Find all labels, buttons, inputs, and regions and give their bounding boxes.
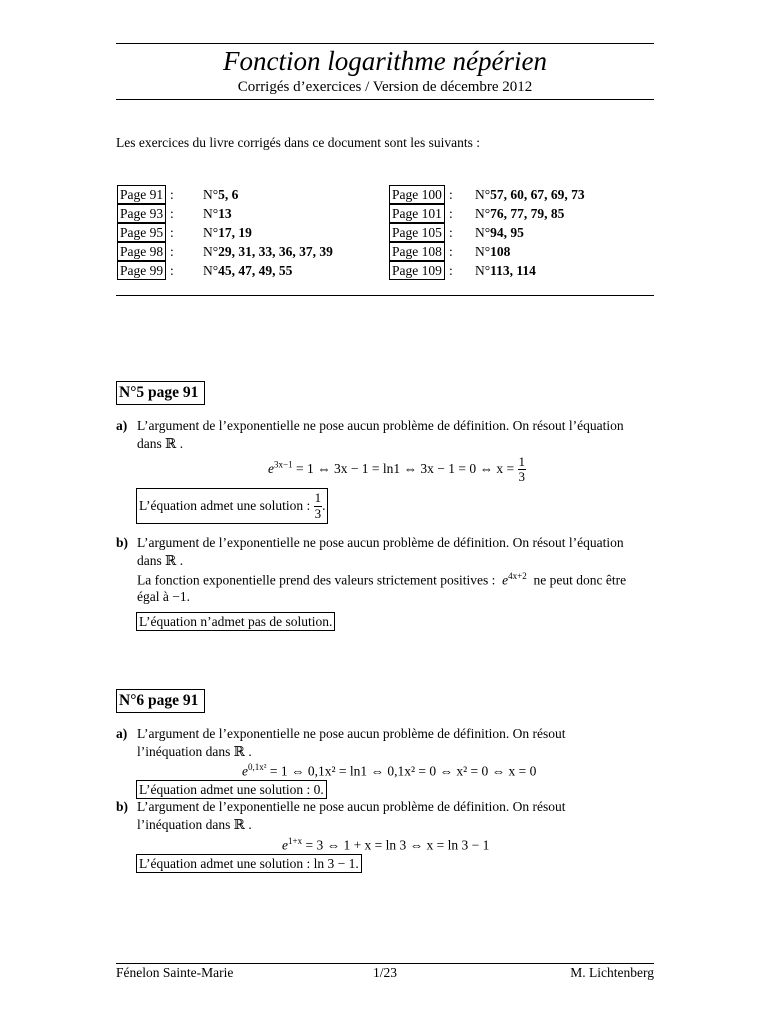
answer-text: L’équation admet une solution : ln 3 − 1.: [139, 856, 359, 871]
index-separator: :: [449, 263, 453, 278]
index-exercise-numbers: N°5, 6: [203, 187, 239, 202]
page-number: 1/23: [372, 965, 397, 980]
index-exercise-numbers: N°29, 31, 33, 36, 37, 39: [203, 244, 333, 259]
index-page-ref: Page 108: [389, 242, 445, 261]
index-separator: :: [170, 244, 174, 259]
equation-body: = 3 ⇔ 1 + x = ln 3 ⇔ x = ln 3 − 1: [305, 837, 490, 853]
index-separator: :: [170, 206, 174, 221]
index-page-ref: Page 95: [117, 223, 166, 242]
index-separator: :: [449, 187, 453, 202]
index-page-ref: Page 93: [117, 204, 166, 223]
index-exercise-numbers: N°13: [203, 206, 232, 221]
index-exercise-numbers: N°57, 60, 67, 69, 73: [475, 187, 585, 202]
index-page-ref: Page 99: [117, 261, 166, 280]
paragraph-line: L’argument de l’exponentielle ne pose aucun problème de définition. On résout l’équation: [137, 418, 624, 433]
answer-box: [136, 854, 362, 873]
paragraph-line: L’argument de l’exponentielle ne pose aucun problème de définition. On résout: [137, 726, 566, 741]
answer-fraction: [314, 491, 323, 521]
index-page-ref: Page 101: [389, 204, 445, 223]
fraction-denominator: 3: [518, 469, 526, 485]
answer-box: L’équation admet une solution : $\frac{1}{3}$ .: [136, 488, 328, 524]
answer-text: L’équation admet une solution : 0.: [139, 782, 324, 797]
index-exercise-numbers: N°76, 77, 79, 85: [475, 206, 565, 221]
equation-exponent: 0,1x²: [248, 762, 267, 772]
paragraph-line: L’argument de l’exponentielle ne pose aucun problème de définition. On résout: [137, 799, 566, 814]
equation: $e^{3x-1} = 1$ ⇔ 3x − 1 = ln1 ⇔ 3x − 1 = 0 ⇔ x = $\frac{1}{3}$: [268, 454, 526, 485]
exercise-6-heading: N°6 page 91: [116, 689, 205, 713]
index-exercise-numbers: N°94, 95: [475, 225, 524, 240]
document-subtitle: Corrigés d’exercices / Version de décembre 2012: [237, 79, 533, 95]
equation-exponent: 3x−1: [274, 459, 293, 470]
index-page-ref: Page 109: [389, 261, 445, 280]
equation-body: = 1 ⇔ 3x − 1 = ln1 ⇔ 3x − 1 = 0 ⇔ x =: [295, 460, 515, 476]
footer-right: M. Lichtenberg: [570, 965, 654, 980]
index-separator: :: [449, 244, 453, 259]
index-rule: [116, 295, 654, 296]
part-label: a): [116, 418, 128, 433]
equation: $e^{0,1x^2} = 1$ ⇔ 0,1x² = ln1 ⇔ 0,1x² = 0 ⇔ x² = 0 ⇔ x = 0: [242, 762, 537, 779]
part-label: b): [116, 799, 129, 814]
footer-left: Fénelon Sainte-Marie: [116, 965, 234, 980]
exercise-heading: [116, 689, 205, 713]
index-page-ref: Page 105: [389, 223, 445, 242]
index-separator: :: [449, 206, 453, 221]
paragraph-line: l’inéquation dans ℝ .: [137, 744, 252, 759]
header-rule: [116, 99, 654, 100]
index-page-ref: Page 100: [389, 185, 445, 204]
paragraph-text: ne peut donc être: [533, 572, 627, 588]
equation-exponent: 4x+2: [508, 571, 527, 581]
index-page-ref: Page 98: [117, 242, 166, 261]
equation-body: = 1 ⇔ 0,1x² = ln1 ⇔ 0,1x² = 0 ⇔ x² = 0 ⇔ x = 0: [269, 763, 537, 779]
exercise-heading: [116, 381, 205, 405]
footer-rule: [116, 963, 654, 964]
answer-text: L’équation n’admet pas de solution.: [139, 614, 333, 629]
index-page-ref: Page 91: [117, 185, 166, 204]
top-rule: [116, 43, 654, 44]
paragraph-line: égal à −1.: [137, 589, 190, 604]
intro-text: Les exercices du livre corrigés dans ce document sont les suivants :: [116, 135, 481, 150]
paragraph-line: dans ℝ .: [137, 436, 184, 451]
fraction-numerator: 1: [518, 454, 526, 469]
fraction-denominator: 3: [314, 505, 322, 521]
document-title: Fonction logarithme népérien: [223, 46, 547, 76]
exercise-5-heading: N°5 page 91: [116, 381, 205, 405]
fraction-numerator: 1: [314, 490, 322, 506]
index-separator: :: [170, 187, 174, 202]
paragraph-line: La fonction exponentielle prend des valeurs strictement positives : $e^{4x+2}$ ne peut donc être: [137, 571, 627, 588]
index-exercise-numbers: N°45, 47, 49, 55: [203, 263, 293, 278]
index-separator: :: [170, 263, 174, 278]
index-exercise-numbers: N°113, 114: [475, 263, 536, 278]
index-separator: :: [170, 225, 174, 240]
answer-box: [136, 780, 327, 799]
index-exercise-numbers: N°108: [475, 244, 511, 259]
answer-text: L’équation admet une solution :: [139, 498, 311, 513]
part-label: b): [116, 535, 129, 550]
index-exercise-numbers: N°17, 19: [203, 225, 252, 240]
part-label: a): [116, 726, 128, 741]
fraction: [518, 455, 527, 485]
paragraph-line: l’inéquation dans ℝ .: [137, 817, 252, 832]
paragraph-text: La fonction exponentielle prend des valeurs strictement positives :: [137, 572, 496, 588]
equation: $e^{1+x} = 3$ ⇔ 1 + x = ln 3 ⇔ x = ln 3 − 1: [282, 836, 490, 853]
paragraph-line: L’argument de l’exponentielle ne pose aucun problème de définition. On résout l’équation: [137, 535, 624, 550]
index-separator: :: [449, 225, 453, 240]
answer-box: [136, 612, 335, 631]
equation-exponent: 1+x: [288, 836, 303, 846]
paragraph-line: dans ℝ .: [137, 553, 184, 568]
